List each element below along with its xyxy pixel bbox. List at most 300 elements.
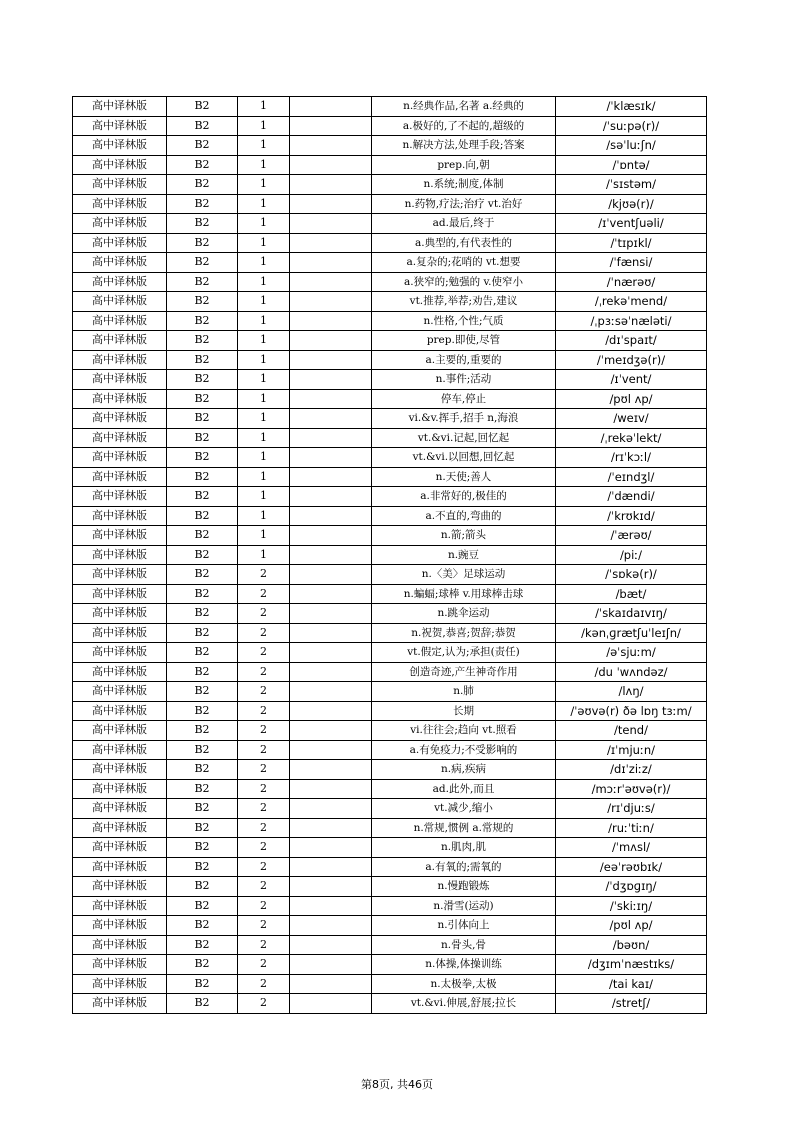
- level-cell: B2: [167, 935, 238, 955]
- unit-cell: 2: [238, 916, 290, 936]
- textbook-cell: 高中译林版: [73, 779, 167, 799]
- level-cell: B2: [167, 272, 238, 292]
- textbook-cell: 高中译林版: [73, 877, 167, 897]
- phonetic-cell: /dɪˈziːz/: [556, 760, 707, 780]
- table-row: [73, 643, 707, 663]
- word-cell: [290, 526, 372, 546]
- level-cell: B2: [167, 311, 238, 331]
- table-row: [73, 370, 707, 390]
- meaning-cell: a.复杂的;花哨的 vt.想要: [372, 253, 556, 273]
- word-cell: [290, 233, 372, 253]
- textbook-cell: 高中译林版: [73, 682, 167, 702]
- table-row: [73, 487, 707, 507]
- level-cell: B2: [167, 623, 238, 643]
- meaning-cell: n.〈美〉足球运动: [372, 565, 556, 585]
- textbook-cell: 高中译林版: [73, 935, 167, 955]
- textbook-cell: 高中译林版: [73, 955, 167, 975]
- textbook-cell: 高中译林版: [73, 214, 167, 234]
- textbook-cell: 高中译林版: [73, 311, 167, 331]
- unit-cell: 1: [238, 428, 290, 448]
- word-cell: [290, 350, 372, 370]
- table-row: [73, 623, 707, 643]
- level-cell: B2: [167, 370, 238, 390]
- meaning-cell: vt.&vi.伸展,舒展;拉长: [372, 994, 556, 1014]
- level-cell: B2: [167, 97, 238, 117]
- phonetic-cell: /ruːˈtiːn/: [556, 818, 707, 838]
- level-cell: B2: [167, 643, 238, 663]
- table-row: [73, 253, 707, 273]
- level-cell: B2: [167, 214, 238, 234]
- unit-cell: 1: [238, 214, 290, 234]
- textbook-cell: 高中译林版: [73, 467, 167, 487]
- phonetic-cell: /bæt/: [556, 584, 707, 604]
- textbook-cell: 高中译林版: [73, 272, 167, 292]
- textbook-cell: 高中译林版: [73, 428, 167, 448]
- meaning-cell: n.肺: [372, 682, 556, 702]
- table-row: [73, 760, 707, 780]
- level-cell: B2: [167, 506, 238, 526]
- unit-cell: 2: [238, 935, 290, 955]
- unit-cell: 1: [238, 155, 290, 175]
- word-cell: [290, 545, 372, 565]
- unit-cell: 1: [238, 136, 290, 156]
- meaning-cell: a.有氧的;需氧的: [372, 857, 556, 877]
- level-cell: B2: [167, 877, 238, 897]
- phonetic-cell: /ˈskaɪdaɪvɪŋ/: [556, 604, 707, 624]
- phonetic-cell: /ˈmʌsl/: [556, 838, 707, 858]
- phonetic-cell: /rɪˈkɔːl/: [556, 448, 707, 468]
- meaning-cell: vi.往往会;趋向 vt.照看: [372, 721, 556, 741]
- phonetic-cell: /ˈmeɪdʒə(r)/: [556, 350, 707, 370]
- phonetic-cell: /du ˈwʌndəz/: [556, 662, 707, 682]
- word-cell: [290, 370, 372, 390]
- textbook-cell: 高中译林版: [73, 662, 167, 682]
- meaning-cell: n.系统;制度,体制: [372, 175, 556, 195]
- meaning-cell: n.药物,疗法;治疗 vt.治好: [372, 194, 556, 214]
- textbook-cell: 高中译林版: [73, 409, 167, 429]
- table-row: [73, 311, 707, 331]
- unit-cell: 2: [238, 721, 290, 741]
- unit-cell: 1: [238, 331, 290, 351]
- table-row: [73, 136, 707, 156]
- table-row: [73, 974, 707, 994]
- unit-cell: 1: [238, 253, 290, 273]
- meaning-cell: n.蝙蝠;球棒 v.用球棒击球: [372, 584, 556, 604]
- textbook-cell: 高中译林版: [73, 526, 167, 546]
- textbook-cell: 高中译林版: [73, 584, 167, 604]
- level-cell: B2: [167, 838, 238, 858]
- level-cell: B2: [167, 994, 238, 1014]
- word-cell: [290, 974, 372, 994]
- phonetic-cell: /ˈsɪstəm/: [556, 175, 707, 195]
- table-row: [73, 896, 707, 916]
- unit-cell: 1: [238, 350, 290, 370]
- textbook-cell: 高中译林版: [73, 740, 167, 760]
- phonetic-cell: /ˈsɒkə(r)/: [556, 565, 707, 585]
- meaning-cell: n.祝贺,恭喜;贺辞;恭贺: [372, 623, 556, 643]
- meaning-cell: n.解决方法,处理手段;答案: [372, 136, 556, 156]
- phonetic-cell: /tend/: [556, 721, 707, 741]
- textbook-cell: 高中译林版: [73, 721, 167, 741]
- phonetic-cell: /ˈdʒɒɡɪŋ/: [556, 877, 707, 897]
- table-row: [73, 955, 707, 975]
- unit-cell: 2: [238, 584, 290, 604]
- unit-cell: 2: [238, 565, 290, 585]
- meaning-cell: a.有免疫力;不受影响的: [372, 740, 556, 760]
- table-row: [73, 545, 707, 565]
- word-cell: [290, 506, 372, 526]
- textbook-cell: 高中译林版: [73, 994, 167, 1014]
- table-row: [73, 877, 707, 897]
- table-row: [73, 272, 707, 292]
- phonetic-cell: /dɪˈspaɪt/: [556, 331, 707, 351]
- table-row: [73, 331, 707, 351]
- textbook-cell: 高中译林版: [73, 116, 167, 136]
- textbook-cell: 高中译林版: [73, 818, 167, 838]
- page-footer: 第8页, 共46页: [361, 1078, 433, 1091]
- unit-cell: 2: [238, 643, 290, 663]
- phonetic-cell: /ˈəʊvə(r) ðə lɒŋ tɜːm/: [556, 701, 707, 721]
- meaning-cell: a.不直的,弯曲的: [372, 506, 556, 526]
- unit-cell: 2: [238, 682, 290, 702]
- unit-cell: 2: [238, 662, 290, 682]
- level-cell: B2: [167, 760, 238, 780]
- word-cell: [290, 623, 372, 643]
- unit-cell: 1: [238, 389, 290, 409]
- textbook-cell: 高中译林版: [73, 350, 167, 370]
- phonetic-cell: /weɪv/: [556, 409, 707, 429]
- textbook-cell: 高中译林版: [73, 506, 167, 526]
- phonetic-cell: /bəʊn/: [556, 935, 707, 955]
- word-cell: [290, 994, 372, 1014]
- meaning-cell: vt.&vi.记起,回忆起: [372, 428, 556, 448]
- unit-cell: 1: [238, 448, 290, 468]
- level-cell: B2: [167, 545, 238, 565]
- word-cell: [290, 389, 372, 409]
- phonetic-cell: /ˌrekəˈlekt/: [556, 428, 707, 448]
- table-row: [73, 116, 707, 136]
- level-cell: B2: [167, 896, 238, 916]
- textbook-cell: 高中译林版: [73, 448, 167, 468]
- unit-cell: 2: [238, 740, 290, 760]
- meaning-cell: n.病,疾病: [372, 760, 556, 780]
- textbook-cell: 高中译林版: [73, 857, 167, 877]
- phonetic-cell: /pʊl ʌp/: [556, 916, 707, 936]
- meaning-cell: vt.减少,缩小: [372, 799, 556, 819]
- word-cell: [290, 155, 372, 175]
- table-row: [73, 838, 707, 858]
- table-row: [73, 701, 707, 721]
- phonetic-cell: /ˌrekəˈmend/: [556, 292, 707, 312]
- level-cell: B2: [167, 389, 238, 409]
- level-cell: B2: [167, 526, 238, 546]
- level-cell: B2: [167, 448, 238, 468]
- phonetic-cell: /ˈærəʊ/: [556, 526, 707, 546]
- textbook-cell: 高中译林版: [73, 545, 167, 565]
- meaning-cell: n.箭;箭头: [372, 526, 556, 546]
- word-cell: [290, 896, 372, 916]
- word-cell: [290, 136, 372, 156]
- table-row: [73, 682, 707, 702]
- meaning-cell: vt.&vi.以回想,回忆起: [372, 448, 556, 468]
- level-cell: B2: [167, 155, 238, 175]
- word-cell: [290, 409, 372, 429]
- level-cell: B2: [167, 682, 238, 702]
- vocab-table: [72, 96, 707, 1014]
- level-cell: B2: [167, 857, 238, 877]
- unit-cell: 1: [238, 272, 290, 292]
- textbook-cell: 高中译林版: [73, 760, 167, 780]
- table-row: [73, 935, 707, 955]
- unit-cell: 2: [238, 896, 290, 916]
- meaning-cell: n.天使;善人: [372, 467, 556, 487]
- word-cell: [290, 175, 372, 195]
- meaning-cell: n.滑雪(运动): [372, 896, 556, 916]
- level-cell: B2: [167, 253, 238, 273]
- unit-cell: 1: [238, 233, 290, 253]
- word-cell: [290, 779, 372, 799]
- textbook-cell: 高中译林版: [73, 233, 167, 253]
- meaning-cell: prep.向,朝: [372, 155, 556, 175]
- unit-cell: 2: [238, 818, 290, 838]
- phonetic-cell: /tai kaɪ/: [556, 974, 707, 994]
- meaning-cell: a.极好的,了不起的,超级的: [372, 116, 556, 136]
- table-row: [73, 350, 707, 370]
- meaning-cell: vi.&v.挥手,招手 n,海浪: [372, 409, 556, 429]
- phonetic-cell: /kənˌɡrætʃuˈleɪʃn/: [556, 623, 707, 643]
- textbook-cell: 高中译林版: [73, 916, 167, 936]
- textbook-cell: 高中译林版: [73, 331, 167, 351]
- word-cell: [290, 331, 372, 351]
- phonetic-cell: /ɪˈvent/: [556, 370, 707, 390]
- word-cell: [290, 487, 372, 507]
- textbook-cell: 高中译林版: [73, 623, 167, 643]
- level-cell: B2: [167, 974, 238, 994]
- level-cell: B2: [167, 116, 238, 136]
- word-cell: [290, 311, 372, 331]
- textbook-cell: 高中译林版: [73, 194, 167, 214]
- table-row: [73, 409, 707, 429]
- word-cell: [290, 760, 372, 780]
- level-cell: B2: [167, 740, 238, 760]
- word-cell: [290, 721, 372, 741]
- unit-cell: 1: [238, 370, 290, 390]
- meaning-cell: ad.此外,而且: [372, 779, 556, 799]
- table-row: [73, 604, 707, 624]
- vocab-table-body: [73, 97, 707, 1014]
- meaning-cell: n.跳伞运动: [372, 604, 556, 624]
- unit-cell: 2: [238, 604, 290, 624]
- phonetic-cell: /pʊl ʌp/: [556, 389, 707, 409]
- unit-cell: 1: [238, 194, 290, 214]
- table-row: [73, 857, 707, 877]
- level-cell: B2: [167, 584, 238, 604]
- word-cell: [290, 116, 372, 136]
- table-row: [73, 584, 707, 604]
- table-row: [73, 194, 707, 214]
- phonetic-cell: /əˈsjuːm/: [556, 643, 707, 663]
- meaning-cell: n.性格,个性;气质: [372, 311, 556, 331]
- unit-cell: 1: [238, 292, 290, 312]
- textbook-cell: 高中译林版: [73, 487, 167, 507]
- table-row: [73, 428, 707, 448]
- meaning-cell: 停车,停止: [372, 389, 556, 409]
- phonetic-cell: /piː/: [556, 545, 707, 565]
- table-row: [73, 175, 707, 195]
- word-cell: [290, 194, 372, 214]
- meaning-cell: n.慢跑锻炼: [372, 877, 556, 897]
- phonetic-cell: /ˌpɜːsəˈnæləti/: [556, 311, 707, 331]
- unit-cell: 2: [238, 955, 290, 975]
- textbook-cell: 高中译林版: [73, 643, 167, 663]
- level-cell: B2: [167, 292, 238, 312]
- unit-cell: 1: [238, 526, 290, 546]
- meaning-cell: a.非常好的,极佳的: [372, 487, 556, 507]
- level-cell: B2: [167, 350, 238, 370]
- table-row: [73, 740, 707, 760]
- level-cell: B2: [167, 701, 238, 721]
- word-cell: [290, 467, 372, 487]
- level-cell: B2: [167, 428, 238, 448]
- word-cell: [290, 272, 372, 292]
- meaning-cell: n.事件;活动: [372, 370, 556, 390]
- word-cell: [290, 955, 372, 975]
- textbook-cell: 高中译林版: [73, 604, 167, 624]
- unit-cell: 1: [238, 506, 290, 526]
- unit-cell: 2: [238, 701, 290, 721]
- unit-cell: 1: [238, 97, 290, 117]
- table-row: [73, 526, 707, 546]
- textbook-cell: 高中译林版: [73, 155, 167, 175]
- word-cell: [290, 838, 372, 858]
- unit-cell: 2: [238, 974, 290, 994]
- word-cell: [290, 253, 372, 273]
- phonetic-cell: /ɪˈventʃuəli/: [556, 214, 707, 234]
- textbook-cell: 高中译林版: [73, 253, 167, 273]
- textbook-cell: 高中译林版: [73, 175, 167, 195]
- phonetic-cell: /ˈnærəʊ/: [556, 272, 707, 292]
- unit-cell: 2: [238, 799, 290, 819]
- level-cell: B2: [167, 662, 238, 682]
- word-cell: [290, 935, 372, 955]
- meaning-cell: 长期: [372, 701, 556, 721]
- textbook-cell: 高中译林版: [73, 97, 167, 117]
- level-cell: B2: [167, 604, 238, 624]
- phonetic-cell: /kjʊə(r)/: [556, 194, 707, 214]
- word-cell: [290, 584, 372, 604]
- level-cell: B2: [167, 194, 238, 214]
- word-cell: [290, 97, 372, 117]
- phonetic-cell: /ˈsuːpə(r)/: [556, 116, 707, 136]
- textbook-cell: 高中译林版: [73, 896, 167, 916]
- unit-cell: 2: [238, 779, 290, 799]
- unit-cell: 1: [238, 311, 290, 331]
- level-cell: B2: [167, 331, 238, 351]
- word-cell: [290, 292, 372, 312]
- unit-cell: 2: [238, 994, 290, 1014]
- meaning-cell: n.体操,体操训练: [372, 955, 556, 975]
- phonetic-cell: /ˈɒntə/: [556, 155, 707, 175]
- phonetic-cell: /rɪˈdjuːs/: [556, 799, 707, 819]
- table-row: [73, 799, 707, 819]
- level-cell: B2: [167, 409, 238, 429]
- word-cell: [290, 448, 372, 468]
- textbook-cell: 高中译林版: [73, 565, 167, 585]
- table-row: [73, 994, 707, 1014]
- textbook-cell: 高中译林版: [73, 389, 167, 409]
- table-row: [73, 448, 707, 468]
- level-cell: B2: [167, 467, 238, 487]
- table-row: [73, 467, 707, 487]
- meaning-cell: vt.推荐,举荐;劝告,建议: [372, 292, 556, 312]
- phonetic-cell: /eəˈrəʊbɪk/: [556, 857, 707, 877]
- textbook-cell: 高中译林版: [73, 799, 167, 819]
- textbook-cell: 高中译林版: [73, 974, 167, 994]
- meaning-cell: 创造奇迹,产生神奇作用: [372, 662, 556, 682]
- word-cell: [290, 701, 372, 721]
- unit-cell: 1: [238, 175, 290, 195]
- table-row: [73, 916, 707, 936]
- phonetic-cell: /ˈeɪndʒl/: [556, 467, 707, 487]
- table-row: [73, 155, 707, 175]
- unit-cell: 2: [238, 857, 290, 877]
- table-row: [73, 233, 707, 253]
- table-row: [73, 214, 707, 234]
- phonetic-cell: /ˈklæsɪk/: [556, 97, 707, 117]
- meaning-cell: ad.最后,终于: [372, 214, 556, 234]
- phonetic-cell: /stretʃ/: [556, 994, 707, 1014]
- phonetic-cell: /ˈkrʊkɪd/: [556, 506, 707, 526]
- word-cell: [290, 604, 372, 624]
- unit-cell: 1: [238, 487, 290, 507]
- meaning-cell: n.太极拳,太极: [372, 974, 556, 994]
- phonetic-cell: /lʌŋ/: [556, 682, 707, 702]
- level-cell: B2: [167, 916, 238, 936]
- phonetic-cell: /ɪˈmjuːn/: [556, 740, 707, 760]
- meaning-cell: n.豌豆: [372, 545, 556, 565]
- level-cell: B2: [167, 175, 238, 195]
- phonetic-cell: /dʒɪmˈnæstɪks/: [556, 955, 707, 975]
- meaning-cell: a.狭窄的;勉强的 v.使窄小: [372, 272, 556, 292]
- unit-cell: 1: [238, 116, 290, 136]
- word-cell: [290, 818, 372, 838]
- phonetic-cell: /ˈfænsi/: [556, 253, 707, 273]
- word-cell: [290, 565, 372, 585]
- meaning-cell: a.典型的,有代表性的: [372, 233, 556, 253]
- textbook-cell: 高中译林版: [73, 292, 167, 312]
- level-cell: B2: [167, 818, 238, 838]
- unit-cell: 2: [238, 760, 290, 780]
- word-cell: [290, 916, 372, 936]
- meaning-cell: vt.假定,认为;承担(责任): [372, 643, 556, 663]
- level-cell: B2: [167, 233, 238, 253]
- table-row: [73, 506, 707, 526]
- textbook-cell: 高中译林版: [73, 370, 167, 390]
- phonetic-cell: /səˈluːʃn/: [556, 136, 707, 156]
- meaning-cell: n.引体向上: [372, 916, 556, 936]
- level-cell: B2: [167, 721, 238, 741]
- table-row: [73, 662, 707, 682]
- unit-cell: 1: [238, 409, 290, 429]
- unit-cell: 1: [238, 467, 290, 487]
- table-row: [73, 565, 707, 585]
- meaning-cell: n.经典作品,名著 a.经典的: [372, 97, 556, 117]
- level-cell: B2: [167, 565, 238, 585]
- word-cell: [290, 214, 372, 234]
- phonetic-cell: /ˈdændi/: [556, 487, 707, 507]
- word-cell: [290, 857, 372, 877]
- table-row: [73, 721, 707, 741]
